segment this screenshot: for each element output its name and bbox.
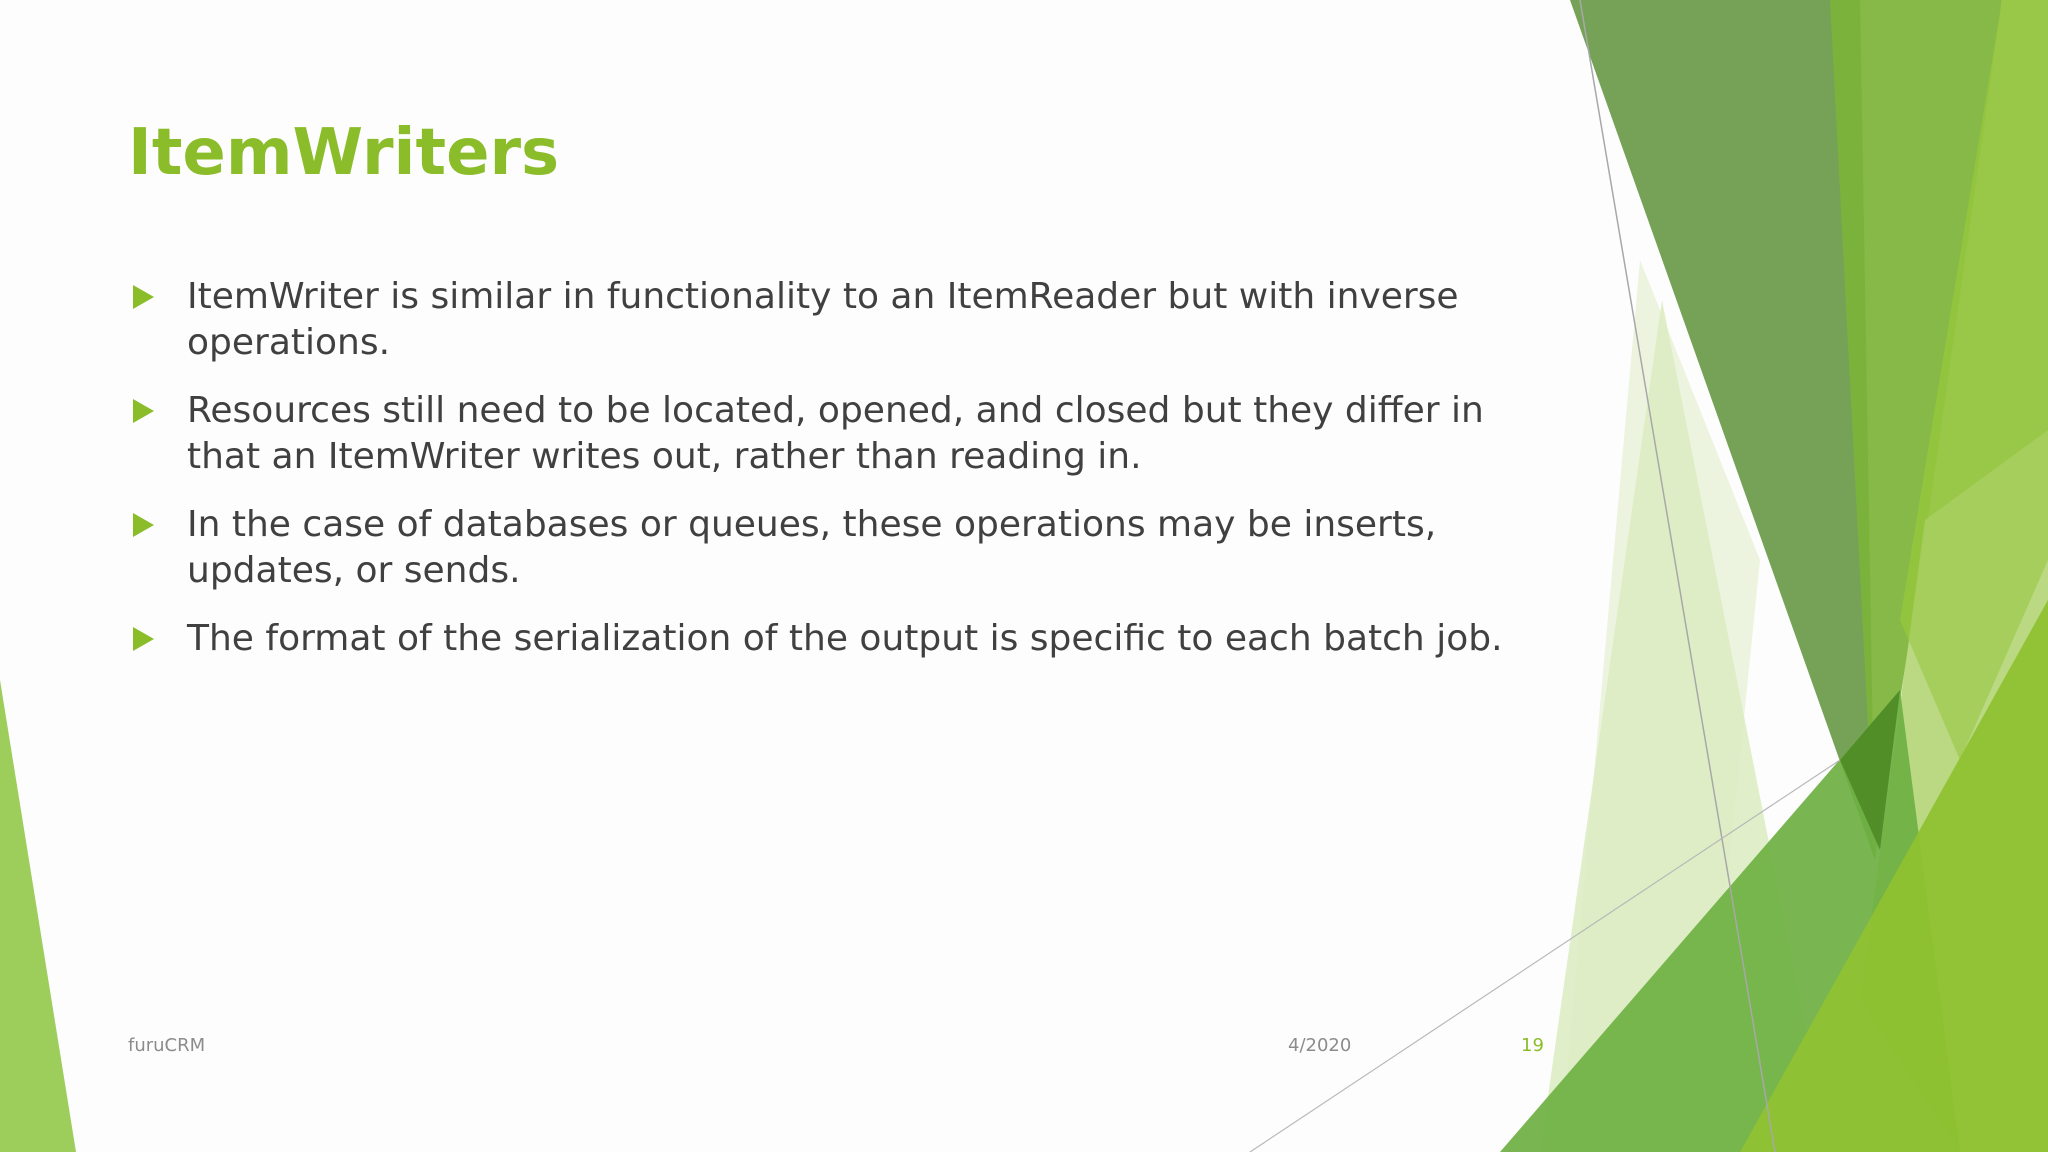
bullet-item — [128, 502, 1558, 594]
footer-date: 4/2020 — [1288, 1035, 1352, 1056]
bullet-item — [128, 388, 1558, 480]
bullet-text: Resources still need to be located, opened, and closed but they differ in that an ItemWriter writes out, rather than reading in. — [187, 390, 1484, 477]
bullet-list — [128, 274, 1558, 684]
bullet-item — [128, 274, 1558, 366]
triangle-arrow-icon — [133, 627, 154, 651]
triangle-arrow-icon — [133, 399, 154, 423]
slide-title: ItemWriters — [128, 116, 560, 190]
bullet-item — [128, 616, 1558, 662]
bullet-text: ItemWriter is similar in functionality to an ItemReader but with inverse operations. — [187, 276, 1459, 363]
triangle-arrow-icon — [133, 285, 154, 309]
bullet-text: In the case of databases or queues, these operations may be inserts, updates, or sends. — [187, 504, 1437, 591]
bullet-text: The format of the serialization of the output is specific to each batch job. — [187, 618, 1503, 659]
triangle-arrow-icon — [133, 513, 154, 537]
left-green-sliver — [0, 680, 76, 1152]
slide-number: 19 — [1521, 1035, 1544, 1056]
footer-company: furuCRM — [128, 1035, 206, 1056]
